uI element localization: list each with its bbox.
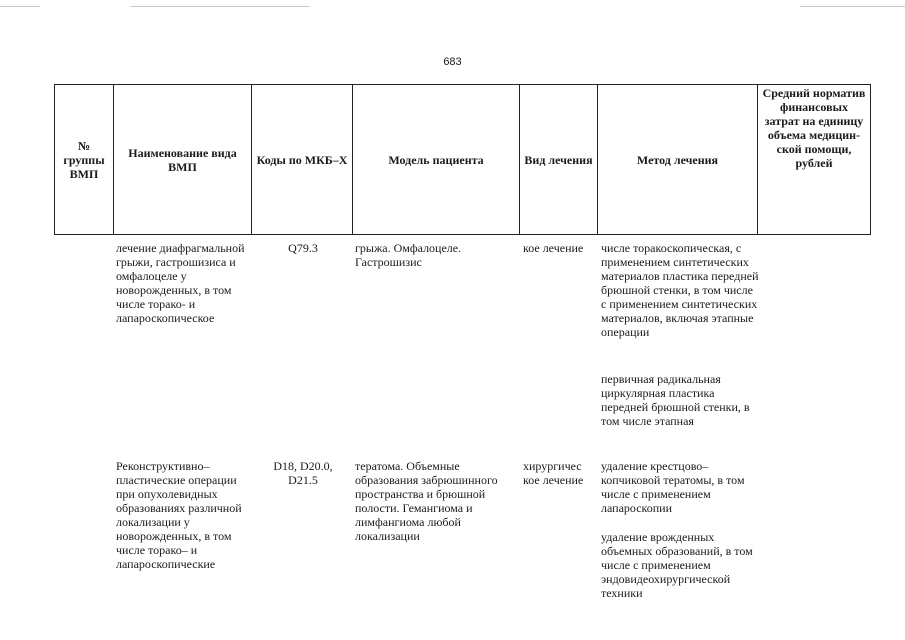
scan-edge-line-left xyxy=(0,6,40,7)
header-vmp-name: Наименование вида ВМП xyxy=(113,85,251,234)
row2-method-2: удаление врожденных объемных образований, в том числе с применением эндовидеохирургической техники xyxy=(601,530,753,600)
row2-method-1: удаление крестцово–копчиковой тератомы, в том числе с применением лапароскопии xyxy=(601,459,745,515)
table-header xyxy=(54,84,871,235)
row1-vmp-name: лечение диафрагмальной грыжи, гастрошизиса и омфалоцеле у новорожденных, в том числе торако- и лапароскопическое xyxy=(116,241,245,325)
row2-vmp-name: Реконструктивно–пластические операции при опухолевидных образованиях различной локализации у новорожденных, в том числе торако– и лапароскопические xyxy=(116,459,242,571)
row2-icd-codes: D18, D20.0, D21.5 xyxy=(273,459,333,487)
header-patient-model: Модель пациента xyxy=(352,85,519,234)
row1-icd-codes: Q79.3 xyxy=(288,241,318,255)
header-treatment-type: Вид лечения xyxy=(519,85,597,234)
header-cost-norm: Средний норматив финансовых затрат на единицу объема медицин-ской помощи, рублей xyxy=(757,85,870,234)
header-group-number: № группы ВМП xyxy=(63,138,105,181)
row1-patient-model: грыжа. Омфалоцеле. Гастрошизис xyxy=(355,241,462,269)
header-treatment-method: Метод лечения xyxy=(597,85,757,234)
row2-treatment-type: хирургичес кое лечение xyxy=(523,459,584,487)
row1-treatment-type: кое лечение xyxy=(523,241,584,255)
scan-edge-line-right xyxy=(800,6,905,7)
scan-edge-line-mid xyxy=(130,6,310,7)
header-icd-codes: Коды по МКБ–Х xyxy=(251,85,352,234)
row1-method-2: первичная радикальная циркулярная пластика передней брюшной стенки, в том числе этапная xyxy=(601,372,750,428)
page-number: 683 xyxy=(443,56,462,68)
row1-method-1: числе торакоскопическая, с применением синтетических материалов пластика передней брюшной стенки, в том числе с применением синтетических материалов, включая этапные операции xyxy=(601,241,759,339)
row2-patient-model: тератома. Объемные образования забрюшинного пространства и брюшной полости. Гемангиома и лимфангиома любой локализации xyxy=(355,459,498,543)
